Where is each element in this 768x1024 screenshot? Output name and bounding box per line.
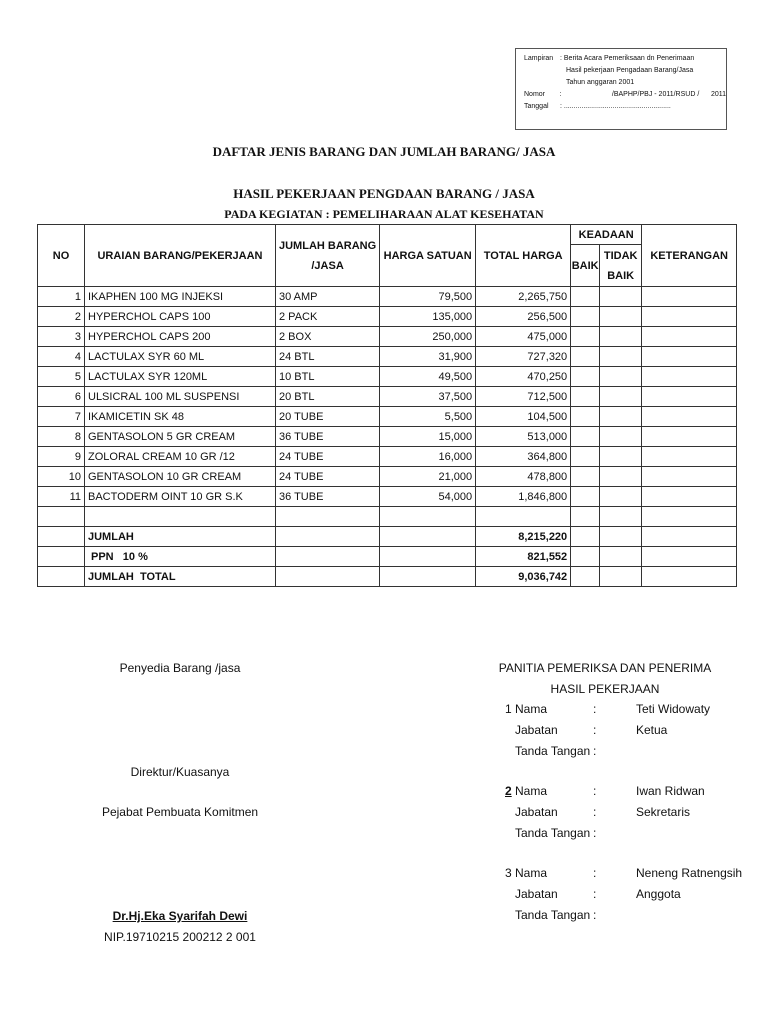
jumlah-value: 8,215,220 bbox=[476, 527, 571, 547]
member-colon: : bbox=[593, 744, 597, 758]
row-no: 11 bbox=[38, 487, 85, 507]
row-jumlah: 24 BTL bbox=[276, 347, 380, 367]
member-jabatan-value: Ketua bbox=[636, 723, 668, 737]
row-jumlah: 36 TUBE bbox=[276, 487, 380, 507]
row-baik bbox=[571, 347, 600, 367]
member-colon: : bbox=[593, 702, 597, 716]
row-tidak-baik bbox=[600, 347, 642, 367]
header-uraian: URAIAN BARANG/PEKERJAAN bbox=[85, 225, 276, 287]
row-harga: 15,000 bbox=[380, 427, 476, 447]
row-baik bbox=[571, 447, 600, 467]
header-no: NO bbox=[38, 225, 85, 287]
member-jabatan-value: Anggota bbox=[636, 887, 681, 901]
nomor-label: Nomor bbox=[524, 91, 546, 98]
row-no: 1 bbox=[38, 287, 85, 307]
table-row bbox=[38, 347, 737, 367]
member-colon: : bbox=[593, 805, 597, 819]
table-row bbox=[38, 487, 737, 507]
member-colon: : bbox=[593, 784, 597, 798]
row-keterangan bbox=[642, 407, 737, 427]
row-uraian: ZOLORAL CREAM 10 GR /12 bbox=[85, 447, 276, 467]
blank-row bbox=[38, 507, 737, 527]
row-keterangan bbox=[642, 367, 737, 387]
row-total: 513,000 bbox=[476, 427, 571, 447]
row-total: 104,500 bbox=[476, 407, 571, 427]
row-harga: 37,500 bbox=[380, 387, 476, 407]
row-tidak-baik bbox=[600, 327, 642, 347]
row-uraian: LACTULAX SYR 60 ML bbox=[85, 347, 276, 367]
table-row bbox=[38, 407, 737, 427]
row-jumlah: 24 TUBE bbox=[276, 467, 380, 487]
row-total: 1,846,800 bbox=[476, 487, 571, 507]
row-baik bbox=[571, 327, 600, 347]
row-harga: 49,500 bbox=[380, 367, 476, 387]
row-uraian: GENTASOLON 5 GR CREAM bbox=[85, 427, 276, 447]
lampiran-label: Lampiran bbox=[524, 55, 554, 62]
row-jumlah: 20 BTL bbox=[276, 387, 380, 407]
header-keadaan: KEADAAN bbox=[571, 225, 642, 245]
row-tidak-baik bbox=[600, 467, 642, 487]
row-no: 4 bbox=[38, 347, 85, 367]
tanggal-value: : ....................................................... bbox=[560, 103, 671, 110]
header-total: TOTAL HARGA bbox=[476, 225, 571, 287]
member-jabatan-value: Sekretaris bbox=[636, 805, 691, 819]
row-total: 712,500 bbox=[476, 387, 571, 407]
row-keterangan bbox=[642, 467, 737, 487]
row-keterangan bbox=[642, 327, 737, 347]
row-no: 8 bbox=[38, 427, 85, 447]
row-total: 727,320 bbox=[476, 347, 571, 367]
row-tidak-baik bbox=[600, 287, 642, 307]
member-jabatan-label: Jabatan bbox=[515, 887, 558, 901]
row-baik bbox=[571, 487, 600, 507]
header-jumlah-line2: /JASA bbox=[311, 259, 344, 272]
member-nama-value: Iwan Ridwan bbox=[636, 784, 705, 798]
member-jabatan-label: Jabatan bbox=[515, 805, 558, 819]
table-row bbox=[38, 327, 737, 347]
row-keterangan bbox=[642, 427, 737, 447]
row-keterangan bbox=[642, 347, 737, 367]
member-ttd-label: Tanda Tangan bbox=[515, 744, 591, 758]
lampiran-value: : Berita Acara Pemeriksaan dn Penerimaan bbox=[560, 55, 695, 62]
signatory-nip: NIP.19710215 200212 2 001 bbox=[104, 930, 256, 944]
row-keterangan bbox=[642, 447, 737, 467]
row-baik bbox=[571, 407, 600, 427]
member-ttd-label: Tanda Tangan bbox=[515, 908, 591, 922]
pejabat-label: Pejabat Pembuata Komitmen bbox=[101, 805, 259, 819]
summary-row-total bbox=[38, 567, 737, 587]
table-row bbox=[38, 307, 737, 327]
lampiran-line2: Hasil pekerjaan Pengadaan Barang/Jasa bbox=[566, 67, 694, 74]
row-uraian: IKAMICETIN SK 48 bbox=[85, 407, 276, 427]
table-row bbox=[38, 447, 737, 467]
summary-row-jumlah bbox=[38, 527, 737, 547]
row-harga: 16,000 bbox=[380, 447, 476, 467]
row-total: 2,265,750 bbox=[476, 287, 571, 307]
row-tidak-baik bbox=[600, 387, 642, 407]
row-keterangan bbox=[642, 387, 737, 407]
row-harga: 31,900 bbox=[380, 347, 476, 367]
ppn-value: 821,552 bbox=[476, 547, 571, 567]
header-tidak-baik bbox=[600, 245, 642, 287]
row-harga: 5,500 bbox=[380, 407, 476, 427]
member-jabatan-label: Jabatan bbox=[515, 723, 558, 737]
member-nama-value: Teti Widowaty bbox=[636, 702, 711, 716]
row-keterangan bbox=[642, 307, 737, 327]
nomor-value: : /BAPHP/PBJ - 2011/RSUD / 2011 bbox=[559, 91, 726, 98]
ppn-label: PPN 10 % bbox=[85, 547, 276, 567]
member-ttd-label: Tanda Tangan bbox=[515, 826, 591, 840]
row-jumlah: 36 TUBE bbox=[276, 427, 380, 447]
row-jumlah: 2 PACK bbox=[276, 307, 380, 327]
header-baik: BAIK bbox=[571, 245, 600, 287]
table-row bbox=[38, 367, 737, 387]
row-harga: 135,000 bbox=[380, 307, 476, 327]
summary-row-ppn bbox=[38, 547, 737, 567]
row-baik bbox=[571, 427, 600, 447]
table-row bbox=[38, 287, 737, 307]
header-tidak-line2: BAIK bbox=[607, 269, 635, 282]
member-nama-value: Neneng Ratnengsih bbox=[636, 866, 743, 880]
row-total: 478,800 bbox=[476, 467, 571, 487]
row-harga: 54,000 bbox=[380, 487, 476, 507]
row-tidak-baik bbox=[600, 447, 642, 467]
row-uraian: ULSICRAL 100 ML SUSPENSI bbox=[85, 387, 276, 407]
row-jumlah: 2 BOX bbox=[276, 327, 380, 347]
panitia-heading: PANITIA PEMERIKSA DAN PENERIMA bbox=[498, 661, 712, 675]
member-number: 3 bbox=[505, 866, 512, 880]
total-value: 9,036,742 bbox=[476, 567, 571, 587]
lampiran-box bbox=[515, 48, 727, 130]
row-uraian: IKAPHEN 100 MG INJEKSI bbox=[85, 287, 276, 307]
signatory-name: Dr.Hj.Eka Syarifah Dewi bbox=[112, 909, 248, 923]
document-subtitle: HASIL PEKERJAAN PENGDAAN BARANG / JASA bbox=[233, 186, 535, 201]
tanggal-label: Tanggal bbox=[524, 103, 549, 110]
member-colon: : bbox=[593, 908, 597, 922]
row-uraian: GENTASOLON 10 GR CREAM bbox=[85, 467, 276, 487]
header-jumlah-line1: JUMLAH BARANG bbox=[279, 239, 377, 252]
row-harga: 21,000 bbox=[380, 467, 476, 487]
member-nama-label: Nama bbox=[515, 784, 548, 798]
row-tidak-baik bbox=[600, 487, 642, 507]
row-uraian: LACTULAX SYR 120ML bbox=[85, 367, 276, 387]
penyedia-label: Penyedia Barang /jasa bbox=[119, 661, 241, 675]
member-colon: : bbox=[593, 723, 597, 737]
member-number: 1 bbox=[505, 702, 512, 716]
row-baik bbox=[571, 467, 600, 487]
row-baik bbox=[571, 367, 600, 387]
row-total: 364,800 bbox=[476, 447, 571, 467]
kegiatan-title: PADA KEGIATAN : PEMELIHARAAN ALAT KESEHATAN bbox=[224, 207, 544, 221]
row-baik bbox=[571, 387, 600, 407]
header-harga: HARGA SATUAN bbox=[380, 225, 476, 287]
jumlah-label: JUMLAH bbox=[85, 527, 276, 547]
row-uraian: HYPERCHOL CAPS 100 bbox=[85, 307, 276, 327]
lampiran-line3: Tahun anggaran 2001 bbox=[566, 79, 635, 86]
total-label: JUMLAH TOTAL bbox=[85, 567, 276, 587]
table-row bbox=[38, 427, 737, 447]
row-no: 5 bbox=[38, 367, 85, 387]
row-uraian: BACTODERM OINT 10 GR S.K bbox=[85, 487, 276, 507]
row-jumlah: 24 TUBE bbox=[276, 447, 380, 467]
row-no: 9 bbox=[38, 447, 85, 467]
member-colon: : bbox=[593, 887, 597, 901]
header-keterangan: KETERANGAN bbox=[642, 225, 737, 287]
row-harga: 79,500 bbox=[380, 287, 476, 307]
row-tidak-baik bbox=[600, 367, 642, 387]
row-tidak-baik bbox=[600, 307, 642, 327]
direktur-label: Direktur/Kuasanya bbox=[130, 765, 230, 779]
panitia-subheading: HASIL PEKERJAAN bbox=[550, 682, 660, 696]
member-nama-label: Nama bbox=[515, 702, 548, 716]
items-table bbox=[37, 224, 737, 587]
member-colon: : bbox=[593, 826, 597, 840]
row-no: 10 bbox=[38, 467, 85, 487]
row-jumlah: 20 TUBE bbox=[276, 407, 380, 427]
member-number: 2 bbox=[505, 784, 512, 798]
member-colon: : bbox=[593, 866, 597, 880]
row-total: 256,500 bbox=[476, 307, 571, 327]
header-jumlah bbox=[276, 225, 380, 287]
row-jumlah: 10 BTL bbox=[276, 367, 380, 387]
row-no: 7 bbox=[38, 407, 85, 427]
document-title: DAFTAR JENIS BARANG DAN JUMLAH BARANG/ JASA bbox=[212, 144, 556, 159]
row-no: 2 bbox=[38, 307, 85, 327]
row-tidak-baik bbox=[600, 427, 642, 447]
row-uraian: HYPERCHOL CAPS 200 bbox=[85, 327, 276, 347]
header-tidak-line1: TIDAK bbox=[603, 249, 638, 262]
row-harga: 250,000 bbox=[380, 327, 476, 347]
items-body bbox=[38, 287, 737, 507]
member-nama-label: Nama bbox=[515, 866, 548, 880]
table-row bbox=[38, 387, 737, 407]
row-keterangan bbox=[642, 487, 737, 507]
row-total: 470,250 bbox=[476, 367, 571, 387]
row-total: 475,000 bbox=[476, 327, 571, 347]
row-keterangan bbox=[642, 287, 737, 307]
row-no: 6 bbox=[38, 387, 85, 407]
table-row bbox=[38, 467, 737, 487]
row-baik bbox=[571, 287, 600, 307]
row-no: 3 bbox=[38, 327, 85, 347]
row-tidak-baik bbox=[600, 407, 642, 427]
row-jumlah: 30 AMP bbox=[276, 287, 380, 307]
row-baik bbox=[571, 307, 600, 327]
